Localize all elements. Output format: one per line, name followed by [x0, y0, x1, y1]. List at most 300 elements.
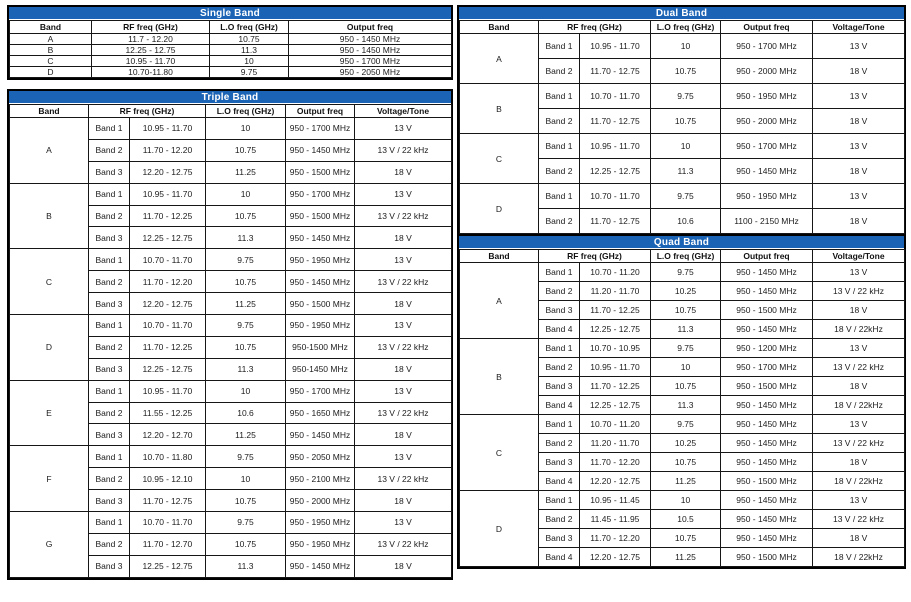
- table-cell: 11.45 - 11.95: [580, 510, 651, 529]
- table-cell: 18 V / 22kHz: [813, 472, 905, 491]
- table-row: [460, 134, 905, 159]
- table-cell: 12.20 - 12.75: [580, 472, 651, 491]
- band-label-cell: D: [10, 67, 92, 78]
- table-cell: Band 3: [89, 293, 130, 315]
- table-cell: 10.75: [206, 336, 286, 358]
- table-cell: 13 V: [813, 491, 905, 510]
- table-cell: Band 1: [539, 491, 580, 510]
- table-cell: 13 V / 22 kHz: [355, 271, 452, 293]
- table-cell: 10: [206, 468, 286, 490]
- band-label-cell: B: [460, 339, 539, 415]
- table-cell: 950 - 1450 MHz: [286, 271, 355, 293]
- table-cell: 10: [651, 358, 721, 377]
- table-cell: 950-1500 MHz: [286, 336, 355, 358]
- table-cell: 10.95 - 11.70: [92, 56, 210, 67]
- table-cell: Band 3: [89, 490, 130, 512]
- table-cell: 13 V: [813, 34, 905, 59]
- table-cell: 1100 - 2150 MHz: [721, 209, 813, 234]
- table-cell: Band 3: [89, 227, 130, 249]
- table-cell: 18 V: [355, 358, 452, 380]
- dual-band-title: Dual Band: [459, 7, 904, 20]
- table-row: [10, 34, 452, 45]
- table-cell: Band 1: [539, 263, 580, 282]
- table-cell: 950 - 1950 MHz: [286, 533, 355, 555]
- table-cell: 12.25 - 12.75: [580, 320, 651, 339]
- table-cell: 13 V: [813, 184, 905, 209]
- table-cell: 11.70 - 12.75: [580, 109, 651, 134]
- table-cell: 12.25 - 12.75: [130, 555, 206, 577]
- table-cell: 12.20 - 12.75: [130, 293, 206, 315]
- table-cell: 11.20 - 11.70: [580, 434, 651, 453]
- column-header: Band: [10, 105, 89, 118]
- table-cell: 10.6: [206, 402, 286, 424]
- table-cell: Band 3: [89, 424, 130, 446]
- table-cell: 13 V: [355, 249, 452, 271]
- table-cell: 13 V: [813, 134, 905, 159]
- table-cell: 950 - 1450 MHz: [721, 320, 813, 339]
- table-cell: 11.3: [206, 555, 286, 577]
- table-cell: 11.3: [651, 159, 721, 184]
- column-header: RF freq (GHz): [89, 105, 206, 118]
- table-cell: 18 V / 22kHz: [813, 320, 905, 339]
- table-cell: 950 - 1650 MHz: [286, 402, 355, 424]
- column-header: Voltage/Tone: [813, 250, 905, 263]
- table-cell: 12.20 - 12.75: [580, 548, 651, 567]
- table-cell: 10.75: [651, 301, 721, 320]
- table-cell: 11.7 - 12.20: [92, 34, 210, 45]
- table-cell: Band 1: [539, 84, 580, 109]
- band-label-cell: A: [10, 34, 92, 45]
- table-cell: Band 1: [89, 118, 130, 140]
- table-row: [10, 118, 452, 140]
- band-label-cell: A: [460, 263, 539, 339]
- column-header: Band: [10, 21, 92, 34]
- table-cell: 10.70 - 11.20: [580, 415, 651, 434]
- table-cell: 950 - 1450 MHz: [721, 282, 813, 301]
- table-cell: 950 - 1700 MHz: [721, 34, 813, 59]
- table-cell: 18 V: [813, 209, 905, 234]
- table-cell: 9.75: [651, 84, 721, 109]
- table-cell: 18 V: [813, 453, 905, 472]
- table-cell: Band 3: [539, 377, 580, 396]
- table-cell: 950 - 1450 MHz: [721, 263, 813, 282]
- table-cell: Band 4: [539, 320, 580, 339]
- table-cell: 10.95 - 11.70: [580, 134, 651, 159]
- table-cell: 11.25: [651, 548, 721, 567]
- table-cell: Band 1: [539, 339, 580, 358]
- table-cell: 18 V: [355, 293, 452, 315]
- table-cell: Band 2: [89, 271, 130, 293]
- table-cell: 10.75: [651, 529, 721, 548]
- table-row: [10, 45, 452, 56]
- table-cell: 10.95 - 11.70: [130, 380, 206, 402]
- table-cell: 10.95 - 11.45: [580, 491, 651, 510]
- table-cell: 11.70 - 12.20: [130, 139, 206, 161]
- table-cell: Band 1: [89, 380, 130, 402]
- table-cell: 950 - 1450 MHz: [721, 529, 813, 548]
- table-cell: Band 4: [539, 548, 580, 567]
- table-cell: 9.75: [651, 184, 721, 209]
- table-row: [10, 380, 452, 402]
- table-cell: 950 - 1500 MHz: [721, 301, 813, 320]
- table-cell: 10.75: [206, 139, 286, 161]
- table-cell: Band 1: [539, 184, 580, 209]
- table-cell: 10.70 - 11.70: [130, 512, 206, 534]
- table-cell: 950 - 1450 MHz: [721, 396, 813, 415]
- band-label-cell: F: [10, 446, 89, 512]
- table-cell: 11.55 - 12.25: [130, 402, 206, 424]
- table-cell: 10: [651, 134, 721, 159]
- column-header: Output freq: [286, 105, 355, 118]
- table-cell: 950 - 1200 MHz: [721, 339, 813, 358]
- table-cell: 18 V: [355, 227, 452, 249]
- table-cell: Band 2: [89, 468, 130, 490]
- table-cell: 10.95 - 12.10: [130, 468, 206, 490]
- table-cell: 10.95 - 11.70: [580, 358, 651, 377]
- band-label-cell: D: [460, 491, 539, 567]
- table-cell: 13 V: [355, 118, 452, 140]
- band-label-cell: D: [10, 315, 89, 381]
- column-header: RF freq (GHz): [92, 21, 210, 34]
- table-cell: 10.70 - 11.20: [580, 263, 651, 282]
- table-cell: 12.25 - 12.75: [130, 358, 206, 380]
- table-cell: Band 1: [89, 315, 130, 337]
- table-cell: 13 V: [813, 415, 905, 434]
- column-header: L.O freq (GHz): [210, 21, 289, 34]
- table-cell: 950 - 1700 MHz: [286, 183, 355, 205]
- right-column: [457, 5, 906, 569]
- single-band-title: Single Band: [9, 7, 451, 20]
- table-cell: 11.3: [210, 45, 289, 56]
- table-cell: Band 1: [89, 512, 130, 534]
- band-label-cell: C: [460, 134, 539, 184]
- table-cell: 18 V: [813, 529, 905, 548]
- table-cell: Band 2: [539, 159, 580, 184]
- table-cell: 11.20 - 11.70: [580, 282, 651, 301]
- table-cell: 10.75: [651, 377, 721, 396]
- dual-band-table: [457, 5, 906, 236]
- quad-band-grid: [459, 249, 905, 567]
- table-cell: 950 - 1950 MHz: [286, 512, 355, 534]
- table-cell: 10: [206, 183, 286, 205]
- band-label-cell: A: [460, 34, 539, 84]
- table-cell: 950 - 1700 MHz: [721, 134, 813, 159]
- single-band-grid: [9, 20, 452, 78]
- table-cell: 11.3: [206, 358, 286, 380]
- table-cell: 11.25: [206, 161, 286, 183]
- table-cell: 13 V: [813, 84, 905, 109]
- table-cell: 9.75: [206, 249, 286, 271]
- table-cell: 11.3: [651, 320, 721, 339]
- table-cell: 950 - 1450 MHz: [721, 510, 813, 529]
- column-header: RF freq (GHz): [539, 21, 651, 34]
- table-cell: 950 - 1450 MHz: [721, 453, 813, 472]
- table-cell: 950 - 1950 MHz: [286, 315, 355, 337]
- table-cell: 10.75: [206, 533, 286, 555]
- table-cell: 11.70 - 12.25: [130, 336, 206, 358]
- table-cell: Band 2: [539, 358, 580, 377]
- table-row: [460, 34, 905, 59]
- table-cell: 10: [210, 56, 289, 67]
- table-cell: Band 2: [89, 336, 130, 358]
- table-cell: 9.75: [206, 512, 286, 534]
- table-cell: 950 - 1450 MHz: [721, 159, 813, 184]
- table-cell: 9.75: [206, 446, 286, 468]
- table-cell: 11.25: [206, 424, 286, 446]
- table-cell: 13 V: [813, 339, 905, 358]
- band-label-cell: B: [10, 183, 89, 249]
- band-label-cell: A: [10, 118, 89, 184]
- table-cell: 11.70 - 12.25: [130, 205, 206, 227]
- table-cell: 950 - 1950 MHz: [721, 84, 813, 109]
- table-cell: 13 V: [813, 263, 905, 282]
- table-cell: 18 V: [813, 301, 905, 320]
- header-row: [10, 105, 452, 118]
- table-cell: 13 V / 22 kHz: [355, 139, 452, 161]
- table-cell: Band 2: [539, 209, 580, 234]
- header-row: [460, 250, 905, 263]
- table-row: [10, 512, 452, 534]
- table-cell: 950 - 1700 MHz: [289, 56, 452, 67]
- table-cell: 18 V: [355, 424, 452, 446]
- band-label-cell: C: [10, 249, 89, 315]
- table-cell: 12.25 - 12.75: [92, 45, 210, 56]
- table-cell: 10.95 - 11.70: [130, 118, 206, 140]
- table-cell: 11.70 - 12.20: [580, 453, 651, 472]
- table-cell: 18 V: [355, 555, 452, 577]
- table-cell: 950 - 1500 MHz: [721, 377, 813, 396]
- table-cell: 950 - 1450 MHz: [289, 34, 452, 45]
- table-cell: 13 V / 22 kHz: [813, 358, 905, 377]
- table-cell: 9.75: [210, 67, 289, 78]
- triple-band-title: Triple Band: [9, 91, 451, 104]
- quad-band-table: [457, 236, 906, 569]
- table-cell: Band 2: [89, 533, 130, 555]
- table-row: [460, 263, 905, 282]
- table-cell: 10: [651, 491, 721, 510]
- table-cell: 10.25: [651, 434, 721, 453]
- table-cell: Band 4: [539, 472, 580, 491]
- table-cell: 950 - 1700 MHz: [286, 380, 355, 402]
- table-cell: 950 - 1450 MHz: [721, 491, 813, 510]
- table-cell: Band 1: [89, 249, 130, 271]
- table-cell: Band 2: [89, 139, 130, 161]
- table-cell: 11.70 - 12.25: [580, 377, 651, 396]
- dual-band-grid: [459, 20, 905, 234]
- table-cell: 13 V: [355, 512, 452, 534]
- table-cell: 10.75: [651, 109, 721, 134]
- table-cell: 11.25: [651, 472, 721, 491]
- column-header: Voltage/Tone: [813, 21, 905, 34]
- table-row: [10, 315, 452, 337]
- table-cell: 10.70 - 11.70: [580, 184, 651, 209]
- table-cell: 13 V / 22 kHz: [355, 205, 452, 227]
- table-cell: 950 - 2000 MHz: [286, 490, 355, 512]
- table-cell: 11.70 - 12.20: [130, 271, 206, 293]
- table-cell: Band 2: [539, 434, 580, 453]
- header-row: [10, 21, 452, 34]
- table-cell: 13 V / 22 kHz: [355, 468, 452, 490]
- table-cell: 9.75: [651, 263, 721, 282]
- table-cell: 10.95 - 11.70: [130, 183, 206, 205]
- table-cell: 950 - 2000 MHz: [721, 109, 813, 134]
- table-cell: 950 - 1500 MHz: [721, 548, 813, 567]
- table-cell: Band 2: [539, 510, 580, 529]
- table-cell: 11.70 - 12.75: [580, 209, 651, 234]
- table-cell: 18 V: [355, 490, 452, 512]
- table-cell: Band 3: [539, 453, 580, 472]
- table-row: [10, 446, 452, 468]
- table-cell: Band 2: [89, 205, 130, 227]
- table-cell: Band 1: [89, 183, 130, 205]
- table-cell: 11.70 - 12.75: [130, 490, 206, 512]
- table-cell: 12.20 - 12.75: [130, 161, 206, 183]
- table-cell: 11.70 - 12.75: [580, 59, 651, 84]
- table-cell: 950 - 1450 MHz: [286, 424, 355, 446]
- band-label-cell: D: [460, 184, 539, 234]
- table-cell: 950 - 1950 MHz: [286, 249, 355, 271]
- table-cell: 11.70 - 12.20: [580, 529, 651, 548]
- table-cell: 10.75: [210, 34, 289, 45]
- table-row: [460, 184, 905, 209]
- table-cell: 10.70 - 11.70: [130, 249, 206, 271]
- table-cell: 950 - 1950 MHz: [721, 184, 813, 209]
- band-label-cell: G: [10, 512, 89, 578]
- table-cell: 950 - 2050 MHz: [289, 67, 452, 78]
- table-cell: Band 1: [539, 415, 580, 434]
- column-header: Band: [460, 21, 539, 34]
- table-row: [10, 67, 452, 78]
- table-cell: Band 3: [89, 555, 130, 577]
- band-label-cell: B: [10, 45, 92, 56]
- table-cell: Band 3: [89, 161, 130, 183]
- table-cell: 10.5: [651, 510, 721, 529]
- column-header: Voltage/Tone: [355, 105, 452, 118]
- table-cell: 10.75: [651, 59, 721, 84]
- column-header: Output freq: [721, 21, 813, 34]
- table-cell: 950 - 2000 MHz: [721, 59, 813, 84]
- table-cell: 18 V: [813, 109, 905, 134]
- table-cell: 13 V: [355, 446, 452, 468]
- table-cell: 9.75: [651, 339, 721, 358]
- table-cell: 11.70 - 12.70: [130, 533, 206, 555]
- table-cell: 13 V: [355, 183, 452, 205]
- table-cell: 13 V / 22 kHz: [813, 510, 905, 529]
- table-cell: 18 V: [813, 59, 905, 84]
- table-cell: 13 V / 22 kHz: [813, 434, 905, 453]
- table-cell: 13 V / 22 kHz: [355, 402, 452, 424]
- table-cell: 950 - 1450 MHz: [289, 45, 452, 56]
- table-cell: 10.70-11.80: [92, 67, 210, 78]
- table-cell: 10: [206, 380, 286, 402]
- table-cell: Band 4: [539, 396, 580, 415]
- table-row: [10, 56, 452, 67]
- table-cell: 18 V: [813, 377, 905, 396]
- table-cell: 950 - 2100 MHz: [286, 468, 355, 490]
- table-cell: Band 2: [89, 402, 130, 424]
- table-cell: Band 1: [539, 134, 580, 159]
- table-cell: 950 - 1500 MHz: [286, 293, 355, 315]
- table-cell: 10.75: [206, 205, 286, 227]
- table-row: [10, 249, 452, 271]
- table-cell: 12.25 - 12.75: [580, 396, 651, 415]
- table-cell: 9.75: [651, 415, 721, 434]
- table-cell: Band 2: [539, 109, 580, 134]
- table-row: [460, 415, 905, 434]
- single-band-table: [7, 5, 453, 80]
- table-cell: 13 V / 22 kHz: [355, 533, 452, 555]
- table-row: [460, 84, 905, 109]
- table-cell: 950 - 1450 MHz: [286, 139, 355, 161]
- table-cell: 13 V / 22 kHz: [813, 282, 905, 301]
- table-cell: 11.25: [206, 293, 286, 315]
- table-cell: 950 - 1450 MHz: [286, 555, 355, 577]
- table-cell: 11.3: [651, 396, 721, 415]
- table-row: [460, 491, 905, 510]
- table-cell: Band 3: [539, 529, 580, 548]
- column-header: Output freq: [289, 21, 452, 34]
- table-cell: 13 V: [355, 380, 452, 402]
- table-cell: 10.70 - 10.95: [580, 339, 651, 358]
- table-cell: 10.95 - 11.70: [580, 34, 651, 59]
- table-cell: 9.75: [206, 315, 286, 337]
- table-cell: 18 V: [355, 161, 452, 183]
- table-cell: Band 3: [89, 358, 130, 380]
- table-cell: 10.70 - 11.70: [130, 315, 206, 337]
- table-cell: 18 V / 22kHz: [813, 396, 905, 415]
- table-row: [10, 183, 452, 205]
- column-header: RF freq (GHz): [539, 250, 651, 263]
- table-cell: 18 V: [813, 159, 905, 184]
- table-cell: 950 - 1450 MHz: [286, 227, 355, 249]
- table-cell: 11.70 - 12.25: [580, 301, 651, 320]
- header-row: [460, 21, 905, 34]
- table-cell: 13 V / 22 kHz: [355, 336, 452, 358]
- table-cell: 950 - 1700 MHz: [721, 358, 813, 377]
- table-cell: 950 - 2050 MHz: [286, 446, 355, 468]
- table-cell: 10.25: [651, 282, 721, 301]
- left-column: [7, 5, 453, 580]
- table-cell: 10: [651, 34, 721, 59]
- column-header: L.O freq (GHz): [651, 21, 721, 34]
- band-label-cell: E: [10, 380, 89, 446]
- table-row: [460, 339, 905, 358]
- table-cell: 10.6: [651, 209, 721, 234]
- table-cell: 13 V: [355, 315, 452, 337]
- column-header: L.O freq (GHz): [651, 250, 721, 263]
- column-header: Output freq: [721, 250, 813, 263]
- table-cell: 10.75: [651, 453, 721, 472]
- triple-band-table: [7, 89, 453, 580]
- table-cell: 12.20 - 12.70: [130, 424, 206, 446]
- table-cell: 950 - 1450 MHz: [721, 434, 813, 453]
- table-cell: 10.70 - 11.80: [130, 446, 206, 468]
- table-cell: Band 2: [539, 282, 580, 301]
- band-label-cell: C: [460, 415, 539, 491]
- quad-band-title: Quad Band: [459, 236, 904, 249]
- table-cell: 12.25 - 12.75: [580, 159, 651, 184]
- band-label-cell: B: [460, 84, 539, 134]
- table-cell: 10.70 - 11.70: [580, 84, 651, 109]
- table-cell: 950 - 1500 MHz: [286, 205, 355, 227]
- band-label-cell: C: [10, 56, 92, 67]
- table-cell: Band 3: [539, 301, 580, 320]
- column-header: Band: [460, 250, 539, 263]
- table-cell: 950 - 1500 MHz: [286, 161, 355, 183]
- table-cell: 950 - 1450 MHz: [721, 415, 813, 434]
- table-cell: 950-1450 MHz: [286, 358, 355, 380]
- column-header: L.O freq (GHz): [206, 105, 286, 118]
